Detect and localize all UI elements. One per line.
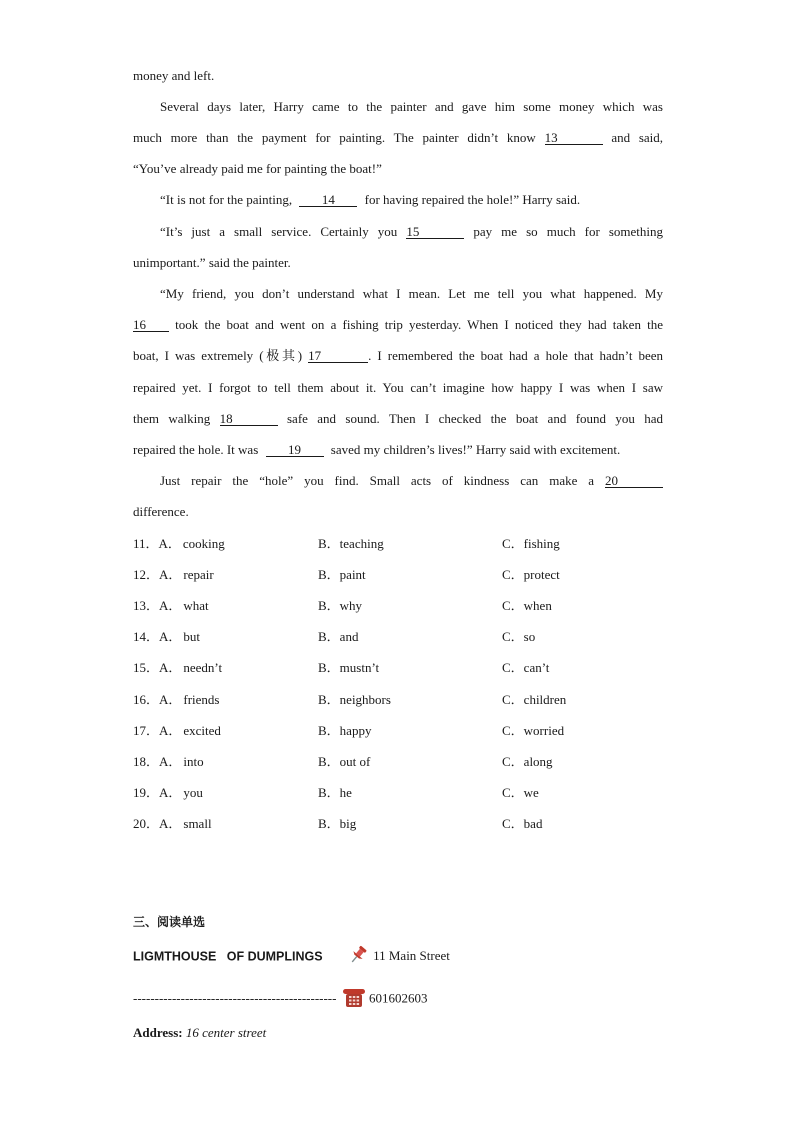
passage-text: repaired yet. I forgot to tell them about it. You can’t imagine how happy I was when I saw <box>133 380 663 395</box>
passage-text: pay me so much for something <box>473 224 663 239</box>
option-b[interactable]: B．happy <box>318 722 372 738</box>
ad-header-line <box>133 945 450 970</box>
question-number: 16．A． <box>133 691 182 707</box>
passage-line <box>133 348 663 364</box>
question-number: 17．A． <box>133 722 182 738</box>
option-row <box>133 785 663 801</box>
option-row <box>133 754 663 770</box>
option-row <box>133 536 663 552</box>
question-number: 15．A． <box>133 660 182 676</box>
passage-line <box>133 130 663 146</box>
option-a-text: needn’t <box>183 660 223 676</box>
passage-text: difference. <box>133 504 189 519</box>
passage-text: repaired the hole. It was <box>133 442 259 457</box>
option-a[interactable] <box>133 785 203 801</box>
ad-address-line <box>133 1024 266 1042</box>
option-a[interactable] <box>133 660 222 676</box>
passage-text: saved my children’s lives!” Harry said with excitement. <box>330 442 621 457</box>
passage-line <box>133 442 663 458</box>
passage-text: and said, <box>611 130 664 145</box>
option-row <box>133 567 663 583</box>
passage-line <box>133 255 663 271</box>
passage-text: . I remembered the boat had a hole that hadn’t been <box>368 348 663 363</box>
section-title: 三、阅读单选 <box>133 915 206 929</box>
pushpin-icon <box>348 945 368 970</box>
option-a-text: you <box>183 784 203 800</box>
passage-text: “My friend, you don’t understand what I mean. Let me tell you what happened. My <box>160 286 663 301</box>
blank-15[interactable]: 15 <box>406 225 464 239</box>
option-a-text: what <box>183 598 209 614</box>
option-a[interactable] <box>133 629 200 645</box>
option-row <box>133 660 663 676</box>
passage-text: took the boat and went on a fishing trip yesterday. When I noticed they had taken the <box>175 317 663 332</box>
passage-text: unimportant.” said the painter. <box>133 255 291 270</box>
option-row <box>133 598 663 614</box>
passage-text: boat, I was extremely (极其) <box>133 348 303 363</box>
passage-line <box>133 504 663 520</box>
passage-line <box>133 473 663 489</box>
option-row <box>133 816 663 832</box>
passage-line <box>133 286 663 302</box>
phone-number: 601602603 <box>368 990 428 1006</box>
option-row <box>133 629 663 645</box>
question-number: 12．A． <box>133 567 182 583</box>
blank-14[interactable]: 14 <box>299 193 357 207</box>
blank-18[interactable]: 18 <box>220 412 278 426</box>
address-value: 16 center street <box>185 1025 267 1040</box>
question-number: 18．A． <box>133 753 182 769</box>
option-c[interactable]: C．can’t <box>502 660 550 676</box>
passage-line <box>133 380 663 396</box>
passage-line <box>133 317 663 333</box>
blank-19[interactable]: 19 <box>266 443 324 457</box>
option-b[interactable]: B．out of <box>318 753 371 769</box>
option-c[interactable]: C．protect <box>502 567 560 583</box>
blank-20[interactable]: 20 <box>605 474 663 488</box>
passage-line <box>133 411 663 427</box>
option-c[interactable]: C．we <box>502 784 539 800</box>
option-c[interactable]: C．so <box>502 629 536 645</box>
option-b[interactable]: B．and <box>318 629 359 645</box>
blank-17[interactable]: 17 <box>308 349 368 363</box>
option-c[interactable]: C．bad <box>502 815 543 831</box>
passage-text: much more than the payment for painting. The painter didn’t know <box>133 130 536 145</box>
restaurant-name: LIGMTHOUSE OF DUMPLINGS <box>133 949 323 964</box>
option-a[interactable] <box>133 598 209 614</box>
option-b[interactable]: B．he <box>318 784 352 800</box>
option-b[interactable]: B．teaching <box>318 536 384 551</box>
option-a-text: into <box>183 753 204 769</box>
option-a[interactable] <box>133 536 225 552</box>
option-c[interactable]: C．children <box>502 691 567 707</box>
address-label: Address: <box>133 1025 183 1040</box>
passage-text: money and left. <box>133 68 215 83</box>
option-a-text: cooking <box>182 536 225 551</box>
street-address: 11 Main Street <box>373 948 450 964</box>
option-b[interactable]: B．why <box>318 598 363 614</box>
option-a-text: friends <box>183 691 220 707</box>
question-number: 19．A． <box>133 784 182 800</box>
passage-line <box>133 68 663 84</box>
passage-text: “It is not for the painting, <box>160 192 293 207</box>
option-b[interactable]: B．mustn’t <box>318 660 380 676</box>
passage-text: “It’s just a small service. Certainly you <box>160 224 398 239</box>
question-number: 20．A． <box>133 815 182 831</box>
option-a[interactable] <box>133 816 212 832</box>
passage-line <box>133 161 663 177</box>
option-row <box>133 723 663 739</box>
passage-line <box>133 224 663 240</box>
passage-text: “You’ve already paid me for painting the boat!” <box>133 161 382 176</box>
dashed-separator: ----------------------------------------------- <box>133 990 337 1006</box>
option-a-text: repair <box>183 567 214 583</box>
question-number: 13．A． <box>133 598 182 614</box>
option-a[interactable] <box>133 754 204 770</box>
passage-line <box>133 192 663 208</box>
blank-13[interactable]: 13 <box>545 131 603 145</box>
blank-16[interactable]: 16 <box>133 318 169 332</box>
option-a-text: small <box>183 815 212 831</box>
telephone-icon <box>342 986 366 1013</box>
option-b[interactable]: B．neighbors <box>318 691 391 707</box>
passage-text: them walking <box>133 411 211 426</box>
question-number: 14．A． <box>133 629 182 645</box>
ad-phone-line <box>133 986 427 1013</box>
passage-text: Just repair the “hole” you find. Small acts of kindness can make a <box>160 473 595 488</box>
option-c[interactable]: C．along <box>502 753 553 769</box>
option-a[interactable] <box>133 567 214 583</box>
passage-text: for having repaired the hole!” Harry said. <box>364 192 581 207</box>
option-c[interactable]: C．worried <box>502 722 565 738</box>
option-c[interactable]: C．fishing <box>502 536 560 551</box>
passage-text: Several days later, Harry came to the painter and gave him some money which was <box>160 99 663 114</box>
option-c[interactable]: C．when <box>502 598 552 614</box>
option-a[interactable] <box>133 692 220 708</box>
passage-text: safe and sound. Then I checked the boat and found you had <box>287 411 664 426</box>
option-a-text: but <box>183 629 201 645</box>
option-a-text: excited <box>183 722 221 738</box>
option-b[interactable]: B．paint <box>318 567 366 583</box>
option-b[interactable]: B．big <box>318 815 357 831</box>
option-a[interactable] <box>133 723 221 739</box>
passage-line <box>133 99 663 115</box>
question-number: 11．A． <box>133 536 181 551</box>
option-row <box>133 692 663 708</box>
